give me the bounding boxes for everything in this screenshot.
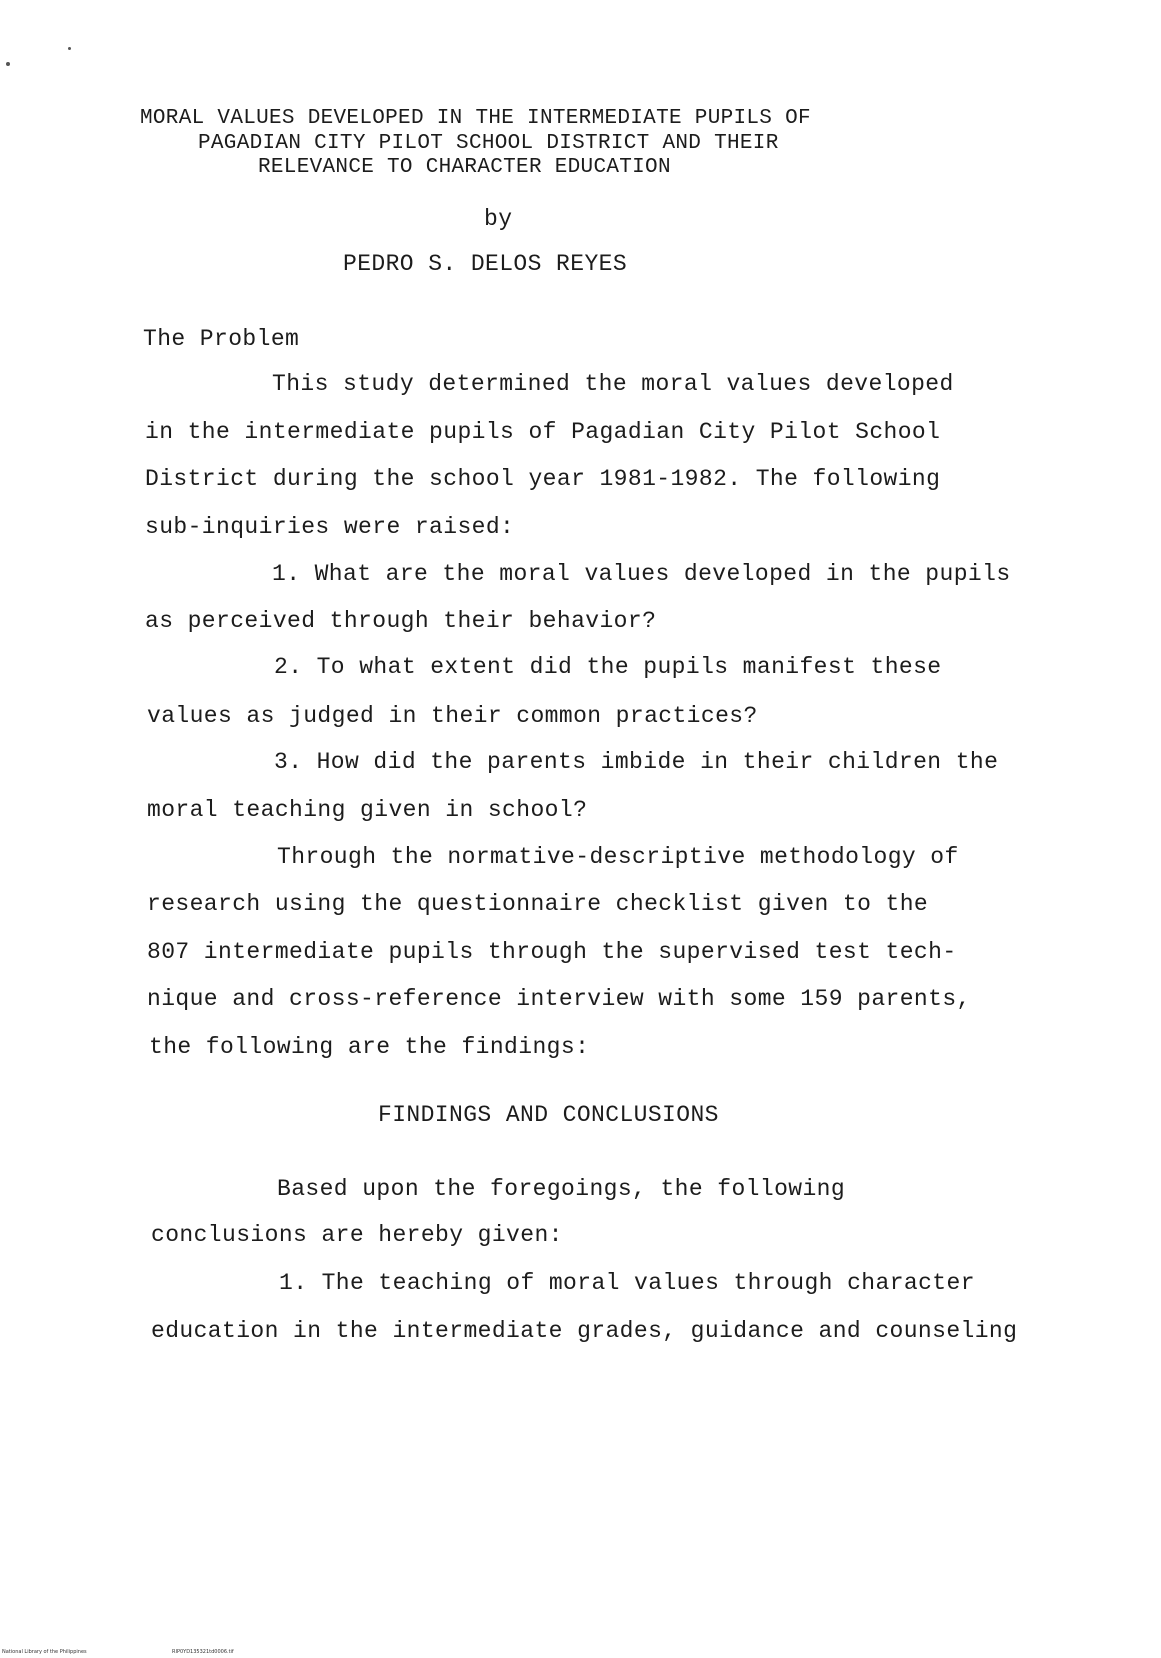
title-line-1: MORAL VALUES DEVELOPED IN THE INTERMEDIATE PUPILS OF	[140, 107, 811, 130]
conclusion-intro-line-1: Based upon the foregoings, the following	[277, 1176, 846, 1202]
conclusion-1-line-1: 1. The teaching of moral values through character	[279, 1270, 975, 1296]
intro-line-2: in the intermediate pupils of Pagadian City Pilot School	[145, 419, 941, 445]
scan-speck	[6, 62, 10, 66]
findings-heading: FINDINGS AND CONCLUSIONS	[378, 1102, 719, 1128]
author-name: PEDRO S. DELOS REYES	[343, 251, 628, 277]
title-line-2: PAGADIAN CITY PILOT SCHOOL DISTRICT AND THEIR	[198, 132, 779, 155]
method-line-3: 807 intermediate pupils through the supervised test tech-	[147, 939, 957, 965]
question-2-line-2: values as judged in their common practices?	[147, 703, 758, 729]
scan-speck	[68, 47, 71, 50]
conclusion-1-line-2: education in the intermediate grades, guidance and counseling	[151, 1318, 1018, 1344]
section-heading-problem: The Problem	[143, 326, 300, 352]
intro-line-3: District during the school year 1981-1982. The following	[145, 466, 941, 492]
question-3-line-1: 3. How did the parents imbide in their children the	[274, 749, 999, 775]
method-line-1: Through the normative-descriptive methodology of	[277, 844, 959, 870]
intro-line-4: sub-inquiries were raised:	[145, 514, 515, 540]
question-2-line-1: 2. To what extent did the pupils manifest these	[274, 654, 942, 680]
question-1-line-1: 1. What are the moral values developed in the pupils	[272, 561, 1011, 587]
footer-file-id: RIP0YD135321td0006.tif	[172, 1649, 234, 1655]
by-label: by	[484, 206, 513, 232]
method-line-5: the following are the findings:	[149, 1034, 590, 1060]
method-line-2: research using the questionnaire checklist given to the	[147, 891, 929, 917]
footer-library: National Library of the Philippines	[2, 1649, 87, 1655]
question-1-line-2: as perceived through their behavior?	[145, 608, 657, 634]
method-line-4: nique and cross-reference interview with some 159 parents,	[147, 986, 971, 1012]
intro-line-1: This study determined the moral values developed	[272, 371, 954, 397]
question-3-line-2: moral teaching given in school?	[147, 797, 588, 823]
conclusion-intro-line-2: conclusions are hereby given:	[151, 1222, 563, 1248]
title-line-3: RELEVANCE TO CHARACTER EDUCATION	[258, 156, 671, 179]
